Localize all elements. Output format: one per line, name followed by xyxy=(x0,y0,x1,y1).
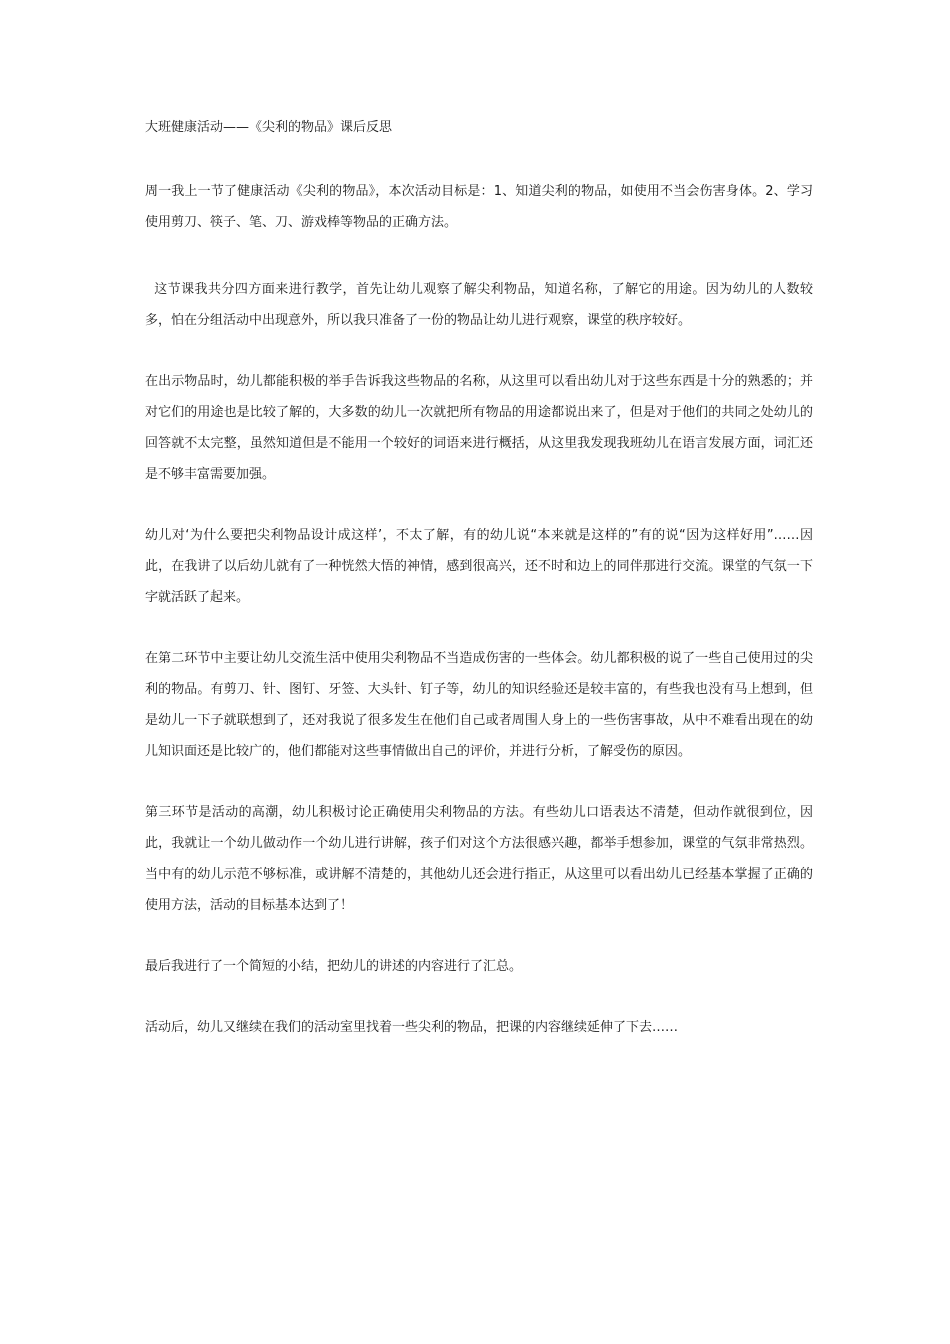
document-page xyxy=(145,118,813,1073)
paragraph-third-stage: 第三环节是活动的高潮，幼儿积极讨论正确使用尖利物品的方法。有些幼儿口语表达不清楚，但动作就很到位，因此，我就让一个幼儿做动作一个幼儿进行讲解，孩子们对这个方法很感兴趣，都举手想参加，课堂的气氛非常热烈。当中有的幼儿示范不够标准，或讲解不清楚的，其他幼儿还会进行指正，从这里可以看出幼儿已经基本掌握了正确的使用方法，活动的目标基本达到了！ xyxy=(145,805,813,913)
paragraph-second-stage: 在第二环节中主要让幼儿交流生活中使用尖利物品不当造成伤害的一些体会。幼儿都积极的说了一些自己使用过的尖利的物品。有剪刀、针、图钉、牙签、大头针、钉子等，幼儿的知识经验还是较丰富的，有些我也没有马上想到，但是幼儿一下子就联想到了，还对我说了很多发生在他们自己或者周围人身上的一些伤害事故，从中不难看出现在的幼儿知识面还是比较广的，他们都能对这些事情做出自己的评价，并进行分析，了解受伤的原因。 xyxy=(145,651,813,759)
paragraph-summary: 最后我进行了一个简短的小结，把幼儿的讲述的内容进行了汇总。 xyxy=(145,959,523,974)
paragraph-activity-goals: 周一我上一节了健康活动《尖利的物品》，本次活动目标是：1、知道尖利的物品，如使用不当会伤害身体。2、学习使用剪刀、筷子、笔、刀、游戏棒等物品的正确方法。 xyxy=(145,184,813,230)
paragraph-design-question: 幼儿对‘为什么要把尖利物品设计成这样’，不太了解，有的幼儿说“本来就是这样的”有的说“因为这样好用”……因此，在我讲了以后幼儿就有了一种恍然大悟的神情，感到很高兴，还不时和边上的同伴那进行交流。课堂的气氛一下字就活跃了起来。 xyxy=(145,528,813,605)
paragraph-teaching-overview: 这节课我共分四方面来进行教学，首先让幼儿观察了解尖利物品，知道名称，了解它的用途。因为幼儿的人数较多，怕在分组活动中出现意外，所以我只准备了一份的物品让幼儿进行观察，课堂的秩序较好。 xyxy=(145,282,813,328)
document-title: 大班健康活动——《尖利的物品》课后反思 xyxy=(145,120,393,135)
paragraph-after-activity: 活动后，幼儿又继续在我们的活动室里找着一些尖利的物品，把课的内容继续延伸了下去…… xyxy=(145,1020,679,1035)
paragraph-showing-items: 在出示物品时，幼儿都能积极的举手告诉我这些物品的名称，从这里可以看出幼儿对于这些东西是十分的熟悉的；并对它们的用途也是比较了解的，大多数的幼儿一次就把所有物品的用途都说出来了，但是对于他们的共同之处幼儿的回答就不太完整，虽然知道但是不能用一个较好的词语来进行概括，从这里我发现我班幼儿在语言发展方面，词汇还是不够丰富需要加强。 xyxy=(145,374,813,482)
